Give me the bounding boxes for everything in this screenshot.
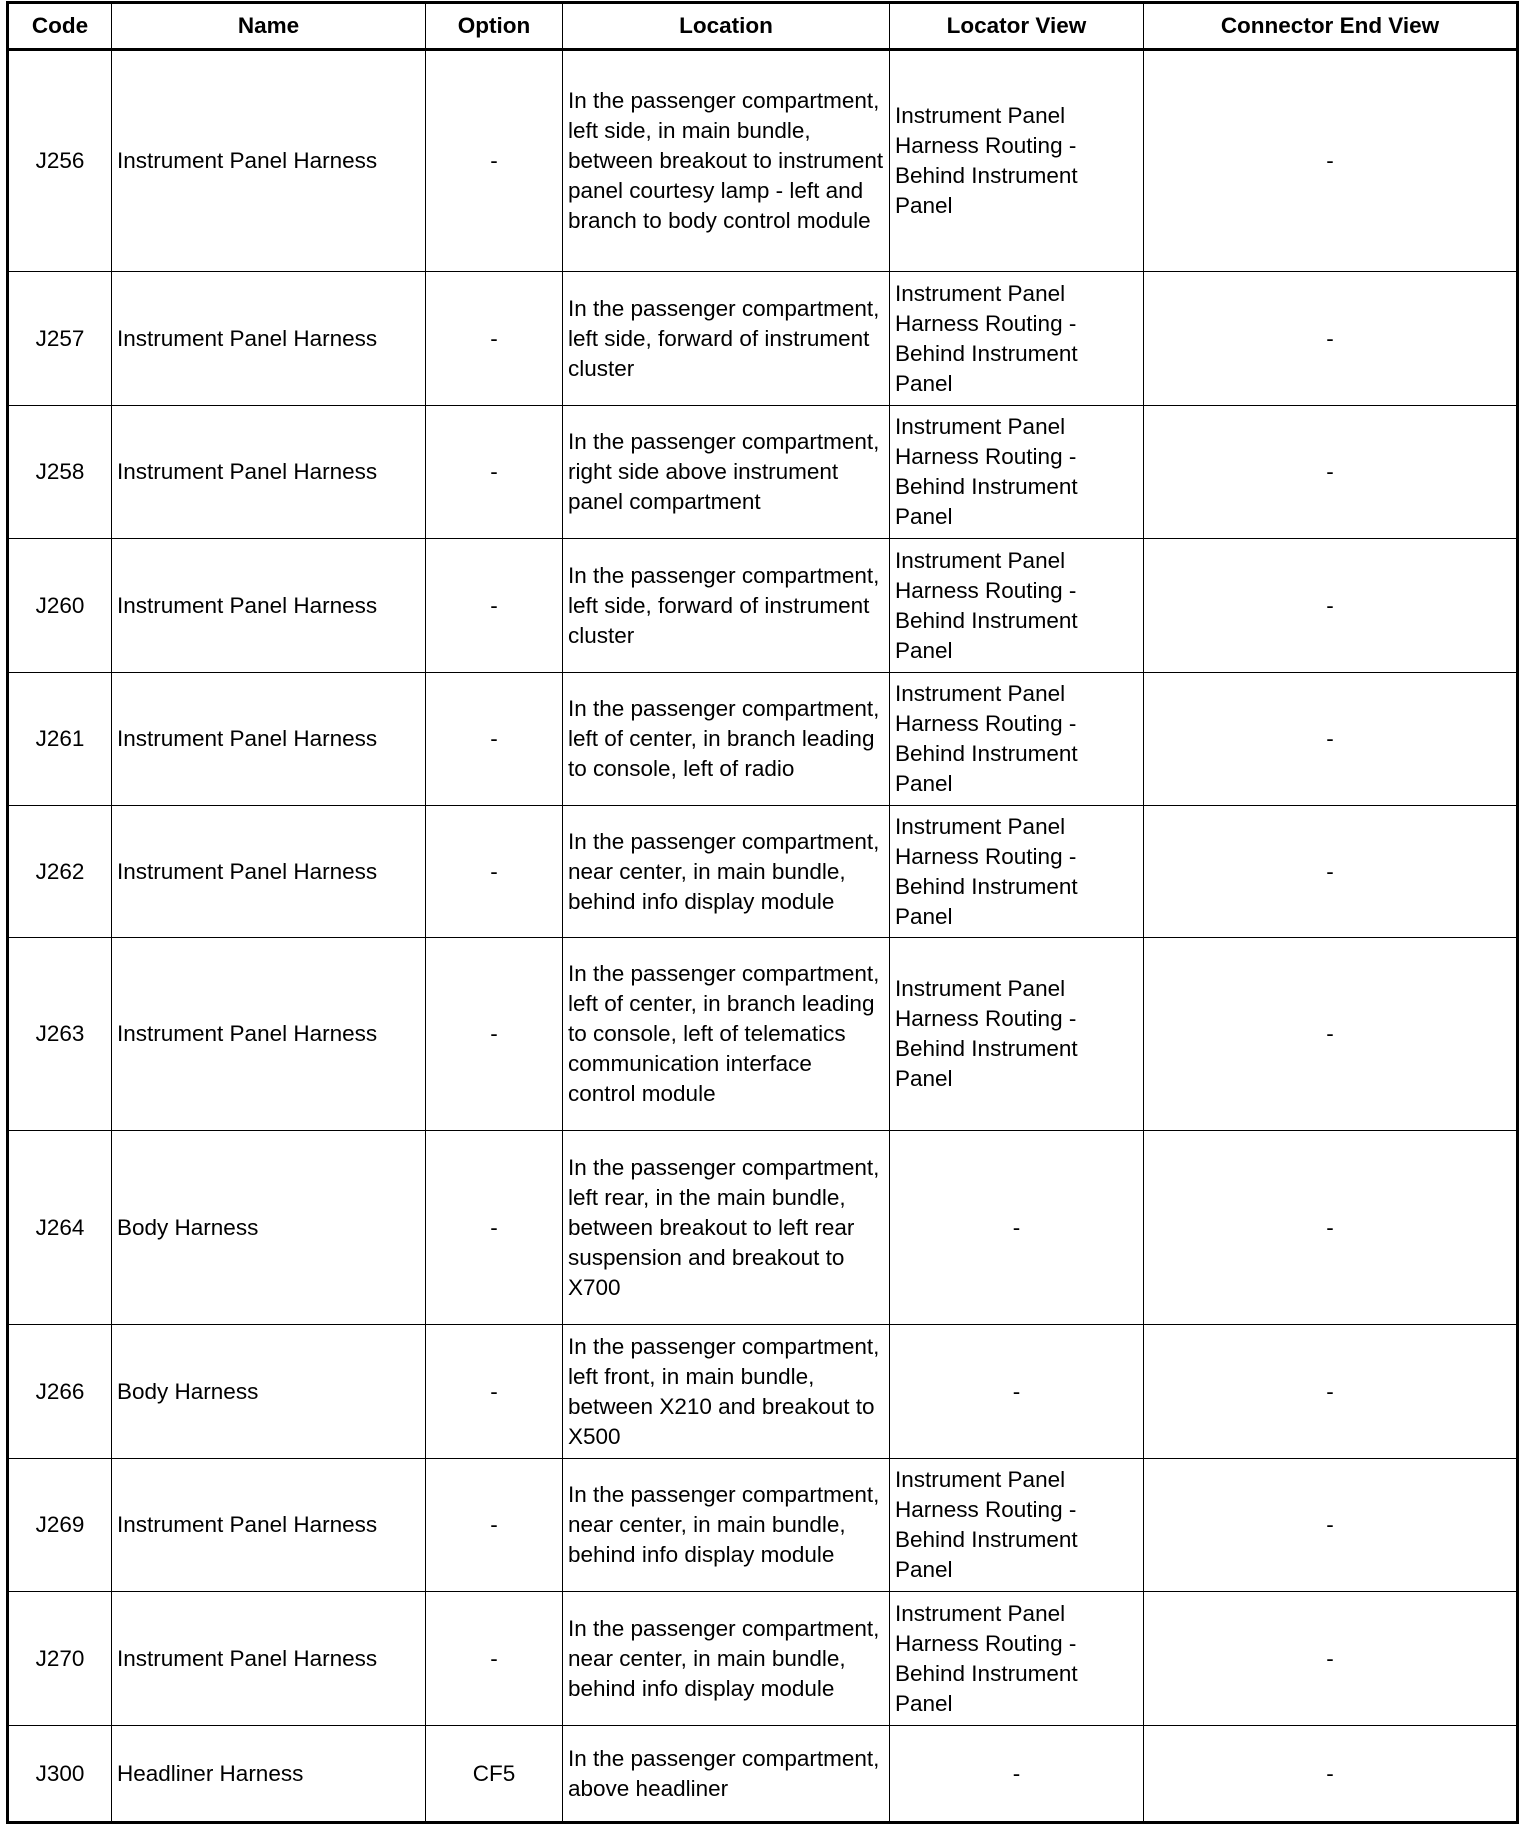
cell-code: J257 (8, 272, 112, 406)
cell-name: Instrument Panel Harness (112, 539, 426, 673)
cell-code: J266 (8, 1325, 112, 1459)
cell-code: J269 (8, 1459, 112, 1592)
cell-code: J262 (8, 806, 112, 938)
cell-code: J260 (8, 539, 112, 673)
cell-connector-end-view: - (1144, 1726, 1518, 1823)
cell-locator-view: - (890, 1325, 1144, 1459)
cell-connector-end-view: - (1144, 272, 1518, 406)
table-row (8, 50, 1518, 272)
cell-connector-end-view: - (1144, 938, 1518, 1131)
cell-option: CF5 (426, 1726, 563, 1823)
table-row (8, 1325, 1518, 1459)
cell-location: In the passenger compartment, left front, in main bundle, between X210 and breakout to X500 (563, 1325, 890, 1459)
cell-connector-end-view: - (1144, 673, 1518, 806)
cell-option: - (426, 406, 563, 539)
cell-location: In the passenger compartment, left rear, in the main bundle, between breakout to left rear suspension and breakout to X700 (563, 1131, 890, 1325)
header-location: Location (563, 3, 890, 50)
cell-connector-end-view: - (1144, 1325, 1518, 1459)
cell-location: In the passenger compartment, near center, in main bundle, behind info display module (563, 806, 890, 938)
cell-locator-view: Instrument Panel Harness Routing - Behind Instrument Panel (890, 673, 1144, 806)
cell-connector-end-view: - (1144, 406, 1518, 539)
cell-name: Instrument Panel Harness (112, 673, 426, 806)
cell-locator-view: Instrument Panel Harness Routing - Behind Instrument Panel (890, 539, 1144, 673)
header-name: Name (112, 3, 426, 50)
cell-location: In the passenger compartment, left side, forward of instrument cluster (563, 272, 890, 406)
cell-option: - (426, 1459, 563, 1592)
cell-name: Body Harness (112, 1131, 426, 1325)
cell-option: - (426, 806, 563, 938)
cell-option: - (426, 1325, 563, 1459)
cell-option: - (426, 1131, 563, 1325)
cell-name: Instrument Panel Harness (112, 272, 426, 406)
table-row (8, 806, 1518, 938)
table-row (8, 1726, 1518, 1823)
cell-name: Instrument Panel Harness (112, 1459, 426, 1592)
cell-name: Instrument Panel Harness (112, 938, 426, 1131)
cell-code: J300 (8, 1726, 112, 1823)
cell-code: J261 (8, 673, 112, 806)
table-row (8, 673, 1518, 806)
table-row (8, 1459, 1518, 1592)
cell-locator-view: Instrument Panel Harness Routing - Behind Instrument Panel (890, 1459, 1144, 1592)
cell-option: - (426, 673, 563, 806)
cell-locator-view: Instrument Panel Harness Routing - Behind Instrument Panel (890, 272, 1144, 406)
cell-location: In the passenger compartment, left side, forward of instrument cluster (563, 539, 890, 673)
cell-code: J270 (8, 1592, 112, 1726)
table-row (8, 1592, 1518, 1726)
cell-location: In the passenger compartment, near center, in main bundle, behind info display module (563, 1592, 890, 1726)
cell-connector-end-view: - (1144, 806, 1518, 938)
cell-connector-end-view: - (1144, 50, 1518, 272)
cell-connector-end-view: - (1144, 1459, 1518, 1592)
cell-location: In the passenger compartment, left side, in main bundle, between breakout to instrument panel courtesy lamp - left and branch to body control module (563, 50, 890, 272)
table-row (8, 406, 1518, 539)
table-row (8, 539, 1518, 673)
cell-location: In the passenger compartment, left of center, in branch leading to console, left of telematics communication interface control module (563, 938, 890, 1131)
connector-table (6, 1, 1519, 1824)
header-row (8, 3, 1518, 50)
cell-option: - (426, 1592, 563, 1726)
cell-locator-view: Instrument Panel Harness Routing - Behind Instrument Panel (890, 806, 1144, 938)
cell-connector-end-view: - (1144, 1592, 1518, 1726)
cell-locator-view: - (890, 1726, 1144, 1823)
cell-code: J263 (8, 938, 112, 1131)
cell-name: Instrument Panel Harness (112, 406, 426, 539)
cell-name: Instrument Panel Harness (112, 1592, 426, 1726)
cell-connector-end-view: - (1144, 539, 1518, 673)
header-locator-view: Locator View (890, 3, 1144, 50)
cell-locator-view: - (890, 1131, 1144, 1325)
cell-code: J258 (8, 406, 112, 539)
cell-option: - (426, 50, 563, 272)
cell-option: - (426, 938, 563, 1131)
cell-option: - (426, 539, 563, 673)
cell-name: Headliner Harness (112, 1726, 426, 1823)
cell-locator-view: Instrument Panel Harness Routing - Behind Instrument Panel (890, 938, 1144, 1131)
cell-locator-view: Instrument Panel Harness Routing - Behind Instrument Panel (890, 406, 1144, 539)
header-code: Code (8, 3, 112, 50)
table-row (8, 938, 1518, 1131)
table-row (8, 1131, 1518, 1325)
header-option: Option (426, 3, 563, 50)
cell-option: - (426, 272, 563, 406)
cell-location: In the passenger compartment, right side above instrument panel compartment (563, 406, 890, 539)
header-connector-end-view: Connector End View (1144, 3, 1518, 50)
cell-name: Instrument Panel Harness (112, 806, 426, 938)
table-row (8, 272, 1518, 406)
cell-locator-view: Instrument Panel Harness Routing - Behind Instrument Panel (890, 50, 1144, 272)
cell-location: In the passenger compartment, near center, in main bundle, behind info display module (563, 1459, 890, 1592)
cell-code: J256 (8, 50, 112, 272)
cell-name: Body Harness (112, 1325, 426, 1459)
cell-code: J264 (8, 1131, 112, 1325)
cell-locator-view: Instrument Panel Harness Routing - Behind Instrument Panel (890, 1592, 1144, 1726)
cell-connector-end-view: - (1144, 1131, 1518, 1325)
cell-location: In the passenger compartment, above headliner (563, 1726, 890, 1823)
cell-name: Instrument Panel Harness (112, 50, 426, 272)
cell-location: In the passenger compartment, left of center, in branch leading to console, left of radio (563, 673, 890, 806)
